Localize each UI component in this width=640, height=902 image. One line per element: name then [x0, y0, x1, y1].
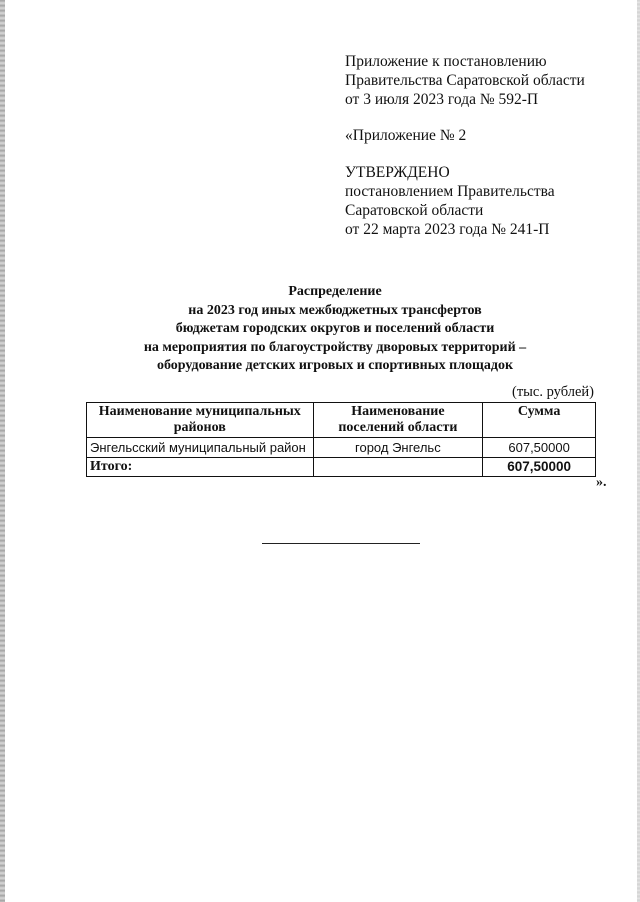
- cell-settlement: город Энгельс: [313, 438, 483, 458]
- appendix-number: «Приложение № 2: [345, 127, 467, 144]
- units-label: (тыс. рублей): [512, 384, 594, 400]
- total-amount: 607,50000: [483, 458, 596, 477]
- header-settlement: Наименование поселений области: [313, 403, 483, 438]
- divider-line: [262, 543, 420, 544]
- title-line-1: Распределение: [288, 284, 382, 299]
- closing-mark: ».: [596, 475, 607, 490]
- appendix-header: [345, 52, 615, 239]
- distribution-table: [86, 402, 596, 477]
- header-amount: Сумма: [483, 403, 596, 438]
- table-header-row: [87, 403, 596, 438]
- cell-district: Энгельсский муниципальный район: [87, 438, 314, 458]
- title-line-5: оборудование детских игровых и спортивных площадок: [156, 358, 514, 374]
- scan-edge-left: [0, 0, 5, 902]
- total-label: Итого:: [87, 458, 314, 477]
- approved-line-2: Саратовской области: [345, 202, 484, 219]
- appendix-line-1: Приложение к постановлению: [345, 53, 547, 70]
- header-district: Наименование муниципальных районов: [87, 403, 314, 438]
- total-row: [87, 458, 596, 477]
- appendix-line-3: от 3 июля 2023 года № 592-П: [345, 91, 539, 108]
- cell-amount: 607,50000: [483, 438, 596, 458]
- approved-stamp: УТВЕРЖДЕНО: [345, 164, 450, 181]
- appendix-line-2: Правительства Саратовской области: [345, 72, 585, 89]
- total-blank: [313, 458, 483, 477]
- title-line-2: на 2023 год иных межбюджетных трансфертов: [188, 302, 482, 318]
- approved-line-1: постановлением Правительства: [345, 183, 555, 200]
- title-line-4: на мероприятия по благоустройству дворовых территорий –: [143, 339, 527, 355]
- title-line-3: бюджетам городских округов и поселений области: [175, 321, 495, 337]
- approved-line-3: от 22 марта 2023 года № 241-П: [345, 221, 550, 238]
- document-title: [120, 283, 550, 376]
- table-row: [87, 438, 596, 458]
